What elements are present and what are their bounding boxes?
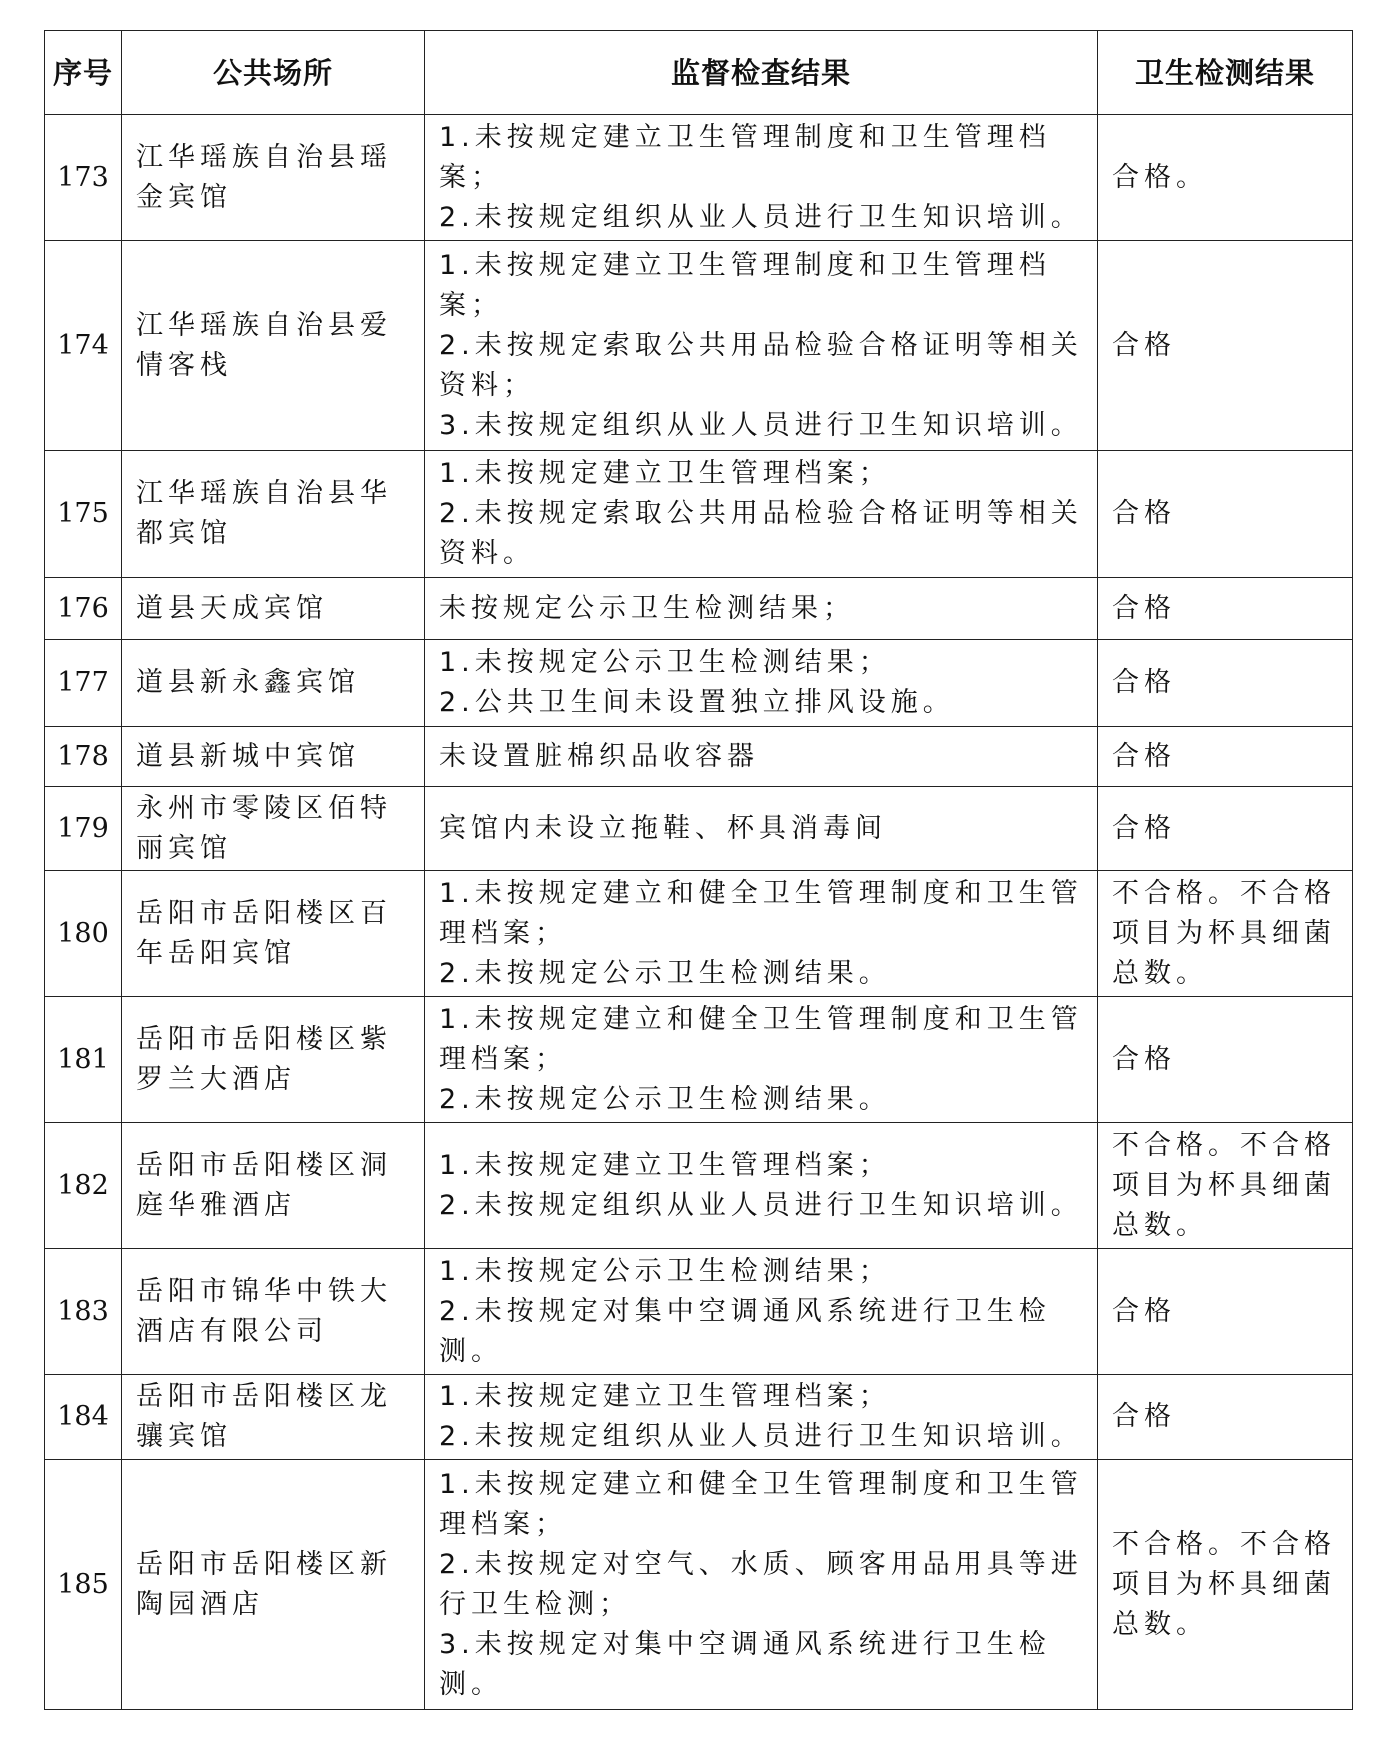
row-number: 173 [45, 115, 122, 241]
inspection-findings [425, 1375, 1098, 1460]
venue-name: 岳阳市岳阳楼区洞庭华雅酒店 [122, 1123, 425, 1249]
finding-item: 1.未按规定建立和健全卫生管理制度和卫生管理档案； [439, 1468, 1083, 1540]
table-row [45, 997, 1353, 1123]
finding-item: 宾馆内未设立拖鞋、杯具消毒间 [439, 812, 887, 844]
venue-name: 岳阳市锦华中铁大酒店有限公司 [122, 1249, 425, 1375]
table-row [45, 578, 1353, 640]
finding-item: 2.未按规定索取公共用品检验合格证明等相关资料。 [439, 498, 1083, 569]
finding-item: 2.未按规定对集中空调通风系统进行卫生检测。 [439, 1295, 1051, 1367]
header-place: 公共场所 [122, 31, 425, 115]
venue-name: 江华瑶族自治县瑶金宾馆 [122, 115, 425, 241]
table-row [45, 1460, 1353, 1710]
inspection-findings [425, 640, 1098, 727]
inspection-table [44, 30, 1353, 1710]
venue-name: 道县新城中宾馆 [122, 727, 425, 787]
finding-item: 2.未按规定对空气、水质、顾客用品用具等进行卫生检测； [439, 1548, 1083, 1620]
inspection-findings [425, 115, 1098, 241]
finding-item: 1.未按规定建立卫生管理制度和卫生管理档案； [439, 121, 1051, 193]
row-number: 178 [45, 727, 122, 787]
test-result: 不合格。不合格项目为杯具细菌总数。 [1098, 871, 1353, 997]
venue-name: 岳阳市岳阳楼区新陶园酒店 [122, 1460, 425, 1710]
finding-item: 1.未按规定建立卫生管理档案； [439, 458, 891, 489]
row-number: 184 [45, 1375, 122, 1460]
finding-item: 2.未按规定组织从业人员进行卫生知识培训。 [439, 1421, 1083, 1452]
test-result: 合格 [1098, 1375, 1353, 1460]
inspection-findings [425, 727, 1098, 787]
header-row [45, 31, 1353, 115]
table-row [45, 727, 1353, 787]
test-result: 不合格。不合格项目为杯具细菌总数。 [1098, 1460, 1353, 1710]
table-body [45, 115, 1353, 1710]
finding-item: 1.未按规定建立卫生管理档案； [439, 1381, 891, 1412]
table-row [45, 1249, 1353, 1375]
finding-item: 1.未按规定公示卫生检测结果； [439, 1255, 891, 1287]
row-number: 180 [45, 871, 122, 997]
table-row [45, 1375, 1353, 1460]
venue-name: 江华瑶族自治县华都宾馆 [122, 451, 425, 578]
test-result: 合格 [1098, 241, 1353, 451]
row-number: 176 [45, 578, 122, 640]
inspection-findings [425, 1249, 1098, 1375]
venue-name: 道县天成宾馆 [122, 578, 425, 640]
finding-item: 未设置脏棉织品收容器 [439, 740, 759, 772]
table-row [45, 115, 1353, 241]
finding-item: 3.未按规定对集中空调通风系统进行卫生检测。 [439, 1628, 1051, 1700]
inspection-findings [425, 997, 1098, 1123]
inspection-findings [425, 451, 1098, 578]
finding-item: 2.未按规定公示卫生检测结果。 [439, 957, 891, 989]
finding-item: 2.公共卫生间未设置独立排风设施。 [439, 687, 955, 718]
venue-name: 道县新永鑫宾馆 [122, 640, 425, 727]
venue-name: 岳阳市岳阳楼区紫罗兰大酒店 [122, 997, 425, 1123]
finding-item: 1.未按规定建立和健全卫生管理制度和卫生管理档案； [439, 1003, 1083, 1075]
table-row [45, 787, 1353, 871]
venue-name: 岳阳市岳阳楼区龙骧宾馆 [122, 1375, 425, 1460]
row-number: 181 [45, 997, 122, 1123]
row-number: 179 [45, 787, 122, 871]
row-number: 177 [45, 640, 122, 727]
table-row [45, 241, 1353, 451]
finding-item: 2.未按规定组织从业人员进行卫生知识培训。 [439, 1189, 1083, 1221]
row-number: 185 [45, 1460, 122, 1710]
inspection-findings [425, 871, 1098, 997]
inspection-findings [425, 241, 1098, 451]
test-result: 合格 [1098, 640, 1353, 727]
finding-item: 2.未按规定公示卫生检测结果。 [439, 1083, 891, 1115]
finding-item: 2.未按规定索取公共用品检验合格证明等相关资料； [439, 329, 1083, 401]
finding-item: 未按规定公示卫生检测结果； [439, 592, 855, 624]
row-number: 174 [45, 241, 122, 451]
test-result: 合格 [1098, 997, 1353, 1123]
header-seq: 序号 [45, 31, 122, 115]
row-number: 175 [45, 451, 122, 578]
test-result: 合格 [1098, 578, 1353, 640]
inspection-findings [425, 1460, 1098, 1710]
test-result: 不合格。不合格项目为杯具细菌总数。 [1098, 1123, 1353, 1249]
inspection-findings [425, 787, 1098, 871]
venue-name: 岳阳市岳阳楼区百年岳阳宾馆 [122, 871, 425, 997]
inspection-findings [425, 1123, 1098, 1249]
finding-item: 3.未按规定组织从业人员进行卫生知识培训。 [439, 409, 1083, 441]
test-result: 合格 [1098, 727, 1353, 787]
table-row [45, 871, 1353, 997]
finding-item: 1.未按规定建立卫生管理制度和卫生管理档案； [439, 249, 1051, 321]
finding-item: 2.未按规定组织从业人员进行卫生知识培训。 [439, 201, 1083, 233]
header-test: 卫生检测结果 [1098, 31, 1353, 115]
inspection-findings [425, 578, 1098, 640]
row-number: 182 [45, 1123, 122, 1249]
finding-item: 1.未按规定建立卫生管理档案； [439, 1149, 891, 1181]
row-number: 183 [45, 1249, 122, 1375]
finding-item: 1.未按规定公示卫生检测结果； [439, 647, 891, 678]
finding-item: 1.未按规定建立和健全卫生管理制度和卫生管理档案； [439, 877, 1083, 949]
test-result: 合格 [1098, 451, 1353, 578]
table-row [45, 451, 1353, 578]
table-row [45, 1123, 1353, 1249]
venue-name: 江华瑶族自治县爱情客栈 [122, 241, 425, 451]
test-result: 合格。 [1098, 115, 1353, 241]
test-result: 合格 [1098, 1249, 1353, 1375]
table-row [45, 640, 1353, 727]
test-result: 合格 [1098, 787, 1353, 871]
venue-name: 永州市零陵区佰特丽宾馆 [122, 787, 425, 871]
header-inspection: 监督检查结果 [425, 31, 1098, 115]
